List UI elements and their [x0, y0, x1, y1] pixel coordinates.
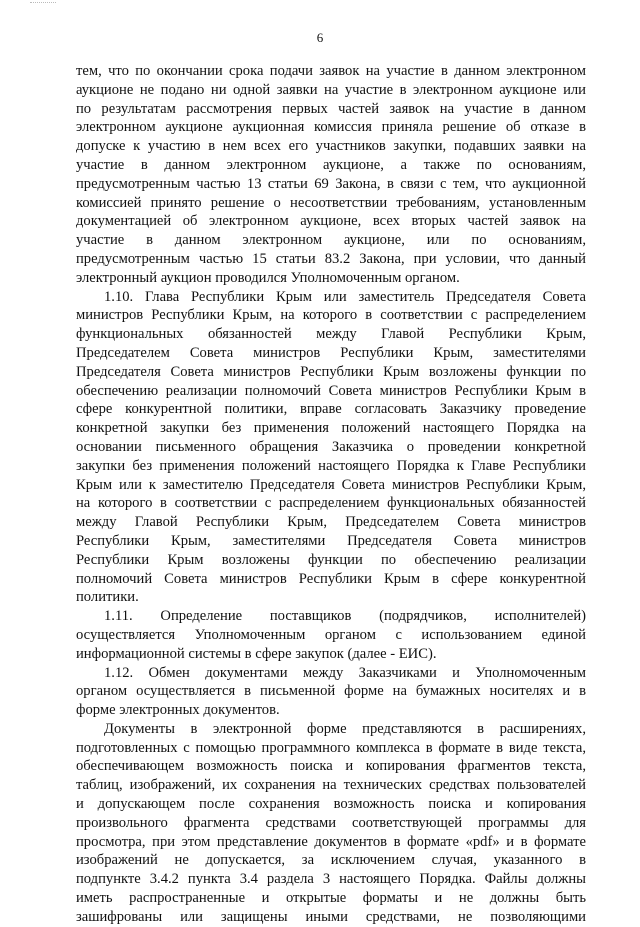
text-line: обеспечивающем возможность поиска и копирования фрагментов текста, [76, 758, 586, 775]
text-line: и допускающем после сохранения возможность поиска и копирования [76, 796, 586, 813]
text-line: Крым или к заместителю Председателя Совета министров Республики Крым, [76, 476, 586, 493]
text-line: 1.10. Глава Республики Крым или заместитель Председателя Совета [104, 288, 586, 305]
text-line: комиссией принято решение о несоответствии требованиям, установленным [76, 194, 586, 211]
text-line: предусмотренным частью 15 статьи 83.2 Закона, при условии, что данный [76, 250, 586, 267]
text-line: информационной системы в сфере закупок (далее - ЕИС). [76, 645, 437, 662]
text-line: политики. [76, 589, 139, 606]
text-line: на которого в соответствии с распределением функциональных обязанностей [76, 495, 586, 512]
text-line: иметь распространенные и открытые форматы и не должны быть [76, 890, 586, 907]
text-line: 1.12. Обмен документами между Заказчиками и Уполномоченным [104, 664, 586, 681]
document-body [76, 62, 586, 927]
text-line: тем, что по окончании срока подачи заявок на участие в данном электронном [76, 63, 586, 79]
text-line: предусмотренным частью 13 статьи 69 Закона, в связи с тем, что аукционной [76, 175, 586, 192]
text-line: сфере конкурентной политики, вправе согласовать Заказчику проведение [76, 401, 586, 418]
text-line: осуществляется Уполномоченным органом с использованием единой [76, 626, 586, 643]
text-line: участие в данном электронном аукционе, или по основаниям, [76, 232, 586, 249]
text-line: подготовленных с помощью программного комплекса в формате в виде текста, [76, 739, 586, 756]
text-line: Председателем Совета министров Республики Крым, заместителями [76, 344, 586, 361]
text-line: электронном аукционе аукционная комиссия приняла решение об отказе в [76, 119, 586, 136]
text-line: между Главой Республики Крым, Председателем Совета министров [76, 514, 586, 531]
text-line: министров Республики Крым, на которого в соответствии с распределением [76, 307, 586, 324]
text-line: допуске к участию в нем всех его участников закупки, подавших заявки на [76, 138, 586, 155]
text-line: Республики Крым, заместителями Председателя Совета министров [76, 532, 586, 549]
text-line: участие в данном электронном аукционе, а также по основаниям, [76, 156, 586, 173]
text-line: Документы в электронной форме представляются в расширениях, [104, 720, 586, 737]
text-line: изображений не допускается, за исключением случая, указанного в [76, 852, 586, 869]
text-line: таблиц, изображений, их сохранения на технических средствах пользователей [76, 777, 586, 794]
text-line: Председателя Совета министров Республики Крым возложены функции по [76, 363, 586, 380]
text-line: Республики Крым возложены функции по обеспечению реализации [76, 551, 586, 568]
text-line: обеспечению реализации полномочий Совета министров Республики Крым в [76, 382, 586, 399]
text-line: функциональных обязанностей между Главой Республики Крым, [76, 326, 586, 343]
text-line: полномочий Совета министров Республики Крым в сфере конкурентной [76, 570, 586, 587]
text-line: зашифрованы или защищены иными средствами, не позволяющими [76, 908, 586, 925]
text-line: по результатам рассмотрения первых частей заявок на участие в данном [76, 100, 586, 117]
text-line: конкретной закупки без применения положений настоящего Порядка на [76, 420, 586, 437]
text-line: произвольного фрагмента средствами соответствующей программы для [76, 814, 586, 831]
text-line: просмотра, при этом представление документов в формате «pdf» и в формате [76, 833, 586, 850]
text-line: документацией об электронном аукционе, всех вторых частей заявок на [76, 213, 586, 230]
text-line: органом осуществляется в письменной форме на бумажных носителях и в [76, 683, 586, 700]
scan-artifact [30, 2, 56, 5]
text-line: 1.11. Определение поставщиков (подрядчиков, исполнителей) [104, 608, 586, 625]
text-line: подпункте 3.4.2 пункта 3.4 раздела 3 настоящего Порядка. Файлы должны [76, 871, 586, 888]
page-number: 6 [316, 30, 324, 45]
text-line: электронный аукцион проводился Уполномоченным органом. [76, 269, 460, 286]
text-line: аукционе не подано ни одной заявки на участие в электронном аукционе или [76, 81, 586, 98]
text-line: закупки без применения положений настоящего Порядка к Главе Республики [76, 457, 586, 474]
text-line: основании письменного обращения Заказчика о проведении конкретной [76, 438, 586, 455]
text-line: форме электронных документов. [76, 702, 280, 719]
